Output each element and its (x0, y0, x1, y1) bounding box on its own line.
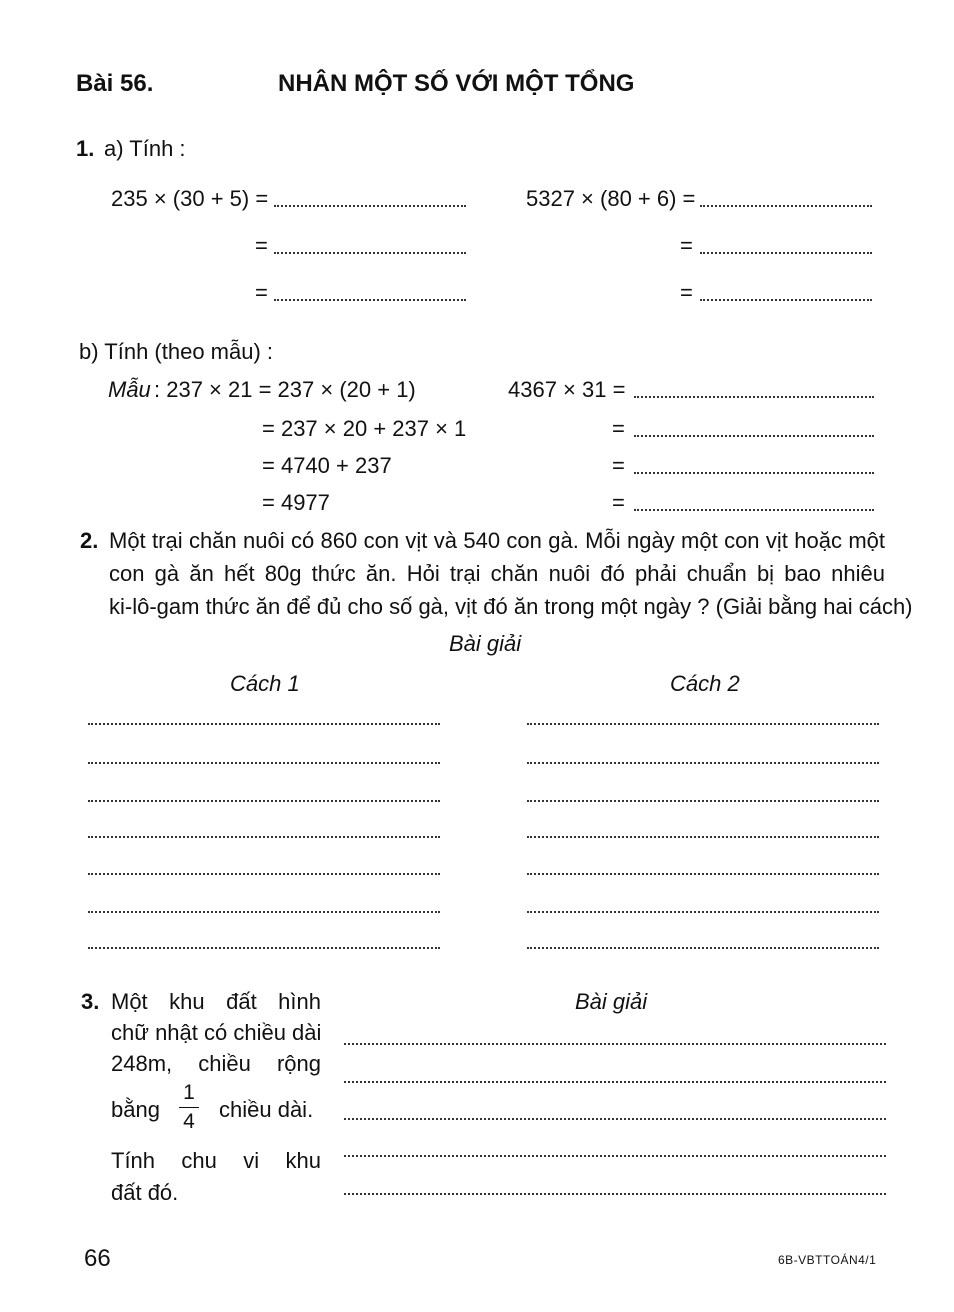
equals-sign: = (612, 453, 625, 478)
book-code: 6B-VBTTOÁN4/1 (778, 1253, 877, 1267)
exercise-3-text-line-4a: bằng (111, 1097, 160, 1122)
answer-line[interactable] (274, 299, 466, 301)
exercise-1-number: 1. (76, 136, 95, 161)
exercise-2-text-line-3: ki-lô-gam thức ăn để đủ cho số gà, vịt đó ăn trong một ngày ? (Giải bằng hai cách) (109, 594, 913, 619)
answer-line[interactable] (88, 947, 440, 949)
exercise-2-text-line-2: con gà ăn hết 80g thức ăn. Hỏi trại chăn nuôi đó phải chuẩn bị bao nhiêu (109, 561, 885, 586)
answer-line[interactable] (274, 252, 466, 254)
answer-line[interactable] (634, 396, 874, 398)
answer-line[interactable] (634, 435, 874, 437)
ex1a-right-expression: 5327 × (80 + 6) = (526, 186, 696, 211)
answer-line[interactable] (88, 762, 440, 764)
answer-line[interactable] (88, 873, 440, 875)
answer-line[interactable] (88, 836, 440, 838)
answer-line[interactable] (634, 472, 874, 474)
exercise-3-text-line-6: đất đó. (111, 1180, 179, 1205)
fraction-denominator: 4 (183, 1110, 195, 1133)
exercise-3-text-line-5: Tính chu vi khu (111, 1148, 321, 1173)
method-1-heading: Cách 1 (230, 671, 300, 696)
answer-line[interactable] (344, 1155, 886, 1157)
fraction-one-quarter (177, 1081, 201, 1134)
exercise-3-text-line-3: 248m, chiều rộng (111, 1051, 321, 1076)
answer-line[interactable] (344, 1043, 886, 1045)
solution-heading: Bài giải (575, 989, 648, 1014)
equals-sign: = (255, 280, 268, 305)
answer-line[interactable] (634, 509, 874, 511)
lesson-title: NHÂN MỘT SỐ VỚI MỘT TỔNG (278, 70, 635, 97)
answer-line[interactable] (700, 299, 872, 301)
example-label: Mẫu (108, 377, 151, 402)
answer-line[interactable] (344, 1081, 886, 1083)
method-2-heading: Cách 2 (670, 671, 740, 696)
answer-line[interactable] (700, 205, 872, 207)
equals-sign: = (680, 233, 693, 258)
answer-line[interactable] (527, 800, 879, 802)
answer-line[interactable] (527, 762, 879, 764)
exercise-3-text-line-1: Một khu đất hình (111, 989, 321, 1014)
example-line-1: : 237 × 21 = 237 × (20 + 1) (154, 377, 416, 402)
answer-line[interactable] (527, 947, 879, 949)
page-number: 66 (84, 1245, 111, 1272)
equals-sign: = (612, 490, 625, 515)
answer-line[interactable] (88, 723, 440, 725)
exercise-1a-label: a) Tính : (104, 136, 186, 161)
equals-sign: = (612, 416, 625, 441)
answer-line[interactable] (344, 1193, 886, 1195)
exercise-2-number: 2. (80, 528, 99, 553)
answer-line[interactable] (700, 252, 872, 254)
exercise-3-text-line-2: chữ nhật có chiều dài (111, 1020, 322, 1045)
answer-line[interactable] (527, 836, 879, 838)
equals-sign: = (255, 233, 268, 258)
exercise-3-number: 3. (81, 989, 100, 1014)
answer-line[interactable] (274, 205, 466, 207)
lesson-number: Bài 56. (76, 70, 154, 97)
answer-line[interactable] (88, 911, 440, 913)
answer-line[interactable] (527, 911, 879, 913)
fraction-bar (179, 1107, 199, 1108)
solution-heading: Bài giải (449, 631, 522, 656)
exercise-2-text-line-1: Một trại chăn nuôi có 860 con vịt và 540 con gà. Mỗi ngày một con vịt hoặc một (109, 528, 885, 553)
exercise-1b-label: b) Tính (theo mẫu) : (79, 339, 274, 364)
answer-line[interactable] (527, 873, 879, 875)
answer-line[interactable] (88, 800, 440, 802)
exercise-3-text-line-4b: chiều dài. (219, 1097, 314, 1122)
example-line-4: = 4977 (262, 490, 330, 515)
ex1b-expression: 4367 × 31 = (508, 377, 626, 402)
answer-line[interactable] (344, 1118, 886, 1120)
equals-sign: = (680, 280, 693, 305)
example-line-2: = 237 × 20 + 237 × 1 (262, 416, 467, 441)
ex1a-left-expression: 235 × (30 + 5) = (111, 186, 269, 211)
answer-line[interactable] (527, 723, 879, 725)
fraction-numerator: 1 (183, 1081, 195, 1104)
example-line-3: = 4740 + 237 (262, 453, 392, 478)
